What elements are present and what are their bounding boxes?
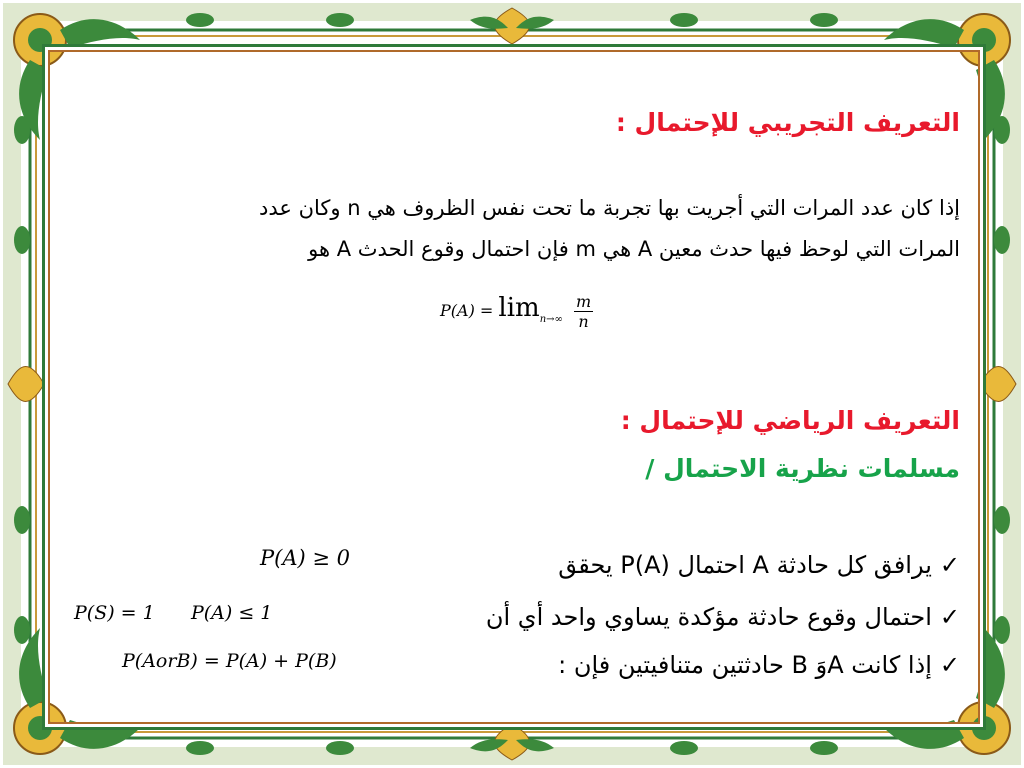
axiom-formula-2: P(S) = 1 P(A) ≤ 1: [74, 602, 273, 624]
limit-formula: [440, 292, 593, 331]
axiom-text: احتمال وقوع حادثة مؤكدة يساوي واحد أي أن: [485, 603, 932, 631]
axiom-text: يرافق كل حادثة A احتمال P(A) يحقق: [558, 551, 932, 579]
heading-math-definition: التعريف الرياضي للإحتمال :: [620, 406, 960, 435]
formula-sub: n→∞: [539, 314, 563, 325]
axiom-item-1: [558, 548, 960, 582]
subtitle-axioms: مسلمات نظرية الاحتمال /: [645, 454, 960, 483]
heading-empirical-definition: التعريف التجريبي للإحتمال :: [615, 108, 960, 137]
check-icon: ✓: [939, 603, 960, 631]
paragraph-line-2: المرات التي لوحظ فيها حدث معين A هي m فإن احتمال وقوع الحدث A هو: [308, 237, 960, 261]
check-icon: ✓: [939, 551, 960, 579]
axiom-formula-3: P(AorB) = P(A) + P(B): [122, 650, 337, 672]
check-icon: ✓: [939, 651, 960, 679]
axiom-formula-1: P(A) ≥ 0: [260, 546, 350, 570]
formula-lhs: P(A) =: [440, 301, 494, 320]
formula-numerator: m: [575, 292, 592, 311]
empirical-paragraph: [60, 188, 960, 270]
formula-denominator: n: [578, 312, 589, 331]
paragraph-line-1: إذا كان عدد المرات التي أجريت بها تجربة ما تحت نفس الظروف هي n وكان عدد: [258, 196, 960, 220]
formula-fraction: [574, 292, 593, 331]
formula-lim: lim: [498, 293, 540, 323]
axiom-item-2: [486, 600, 960, 634]
axiom-item-3: [558, 648, 960, 682]
axiom-text: إذا كانت Aوَ B حادثتين متنافيتين فإن :: [558, 651, 932, 679]
